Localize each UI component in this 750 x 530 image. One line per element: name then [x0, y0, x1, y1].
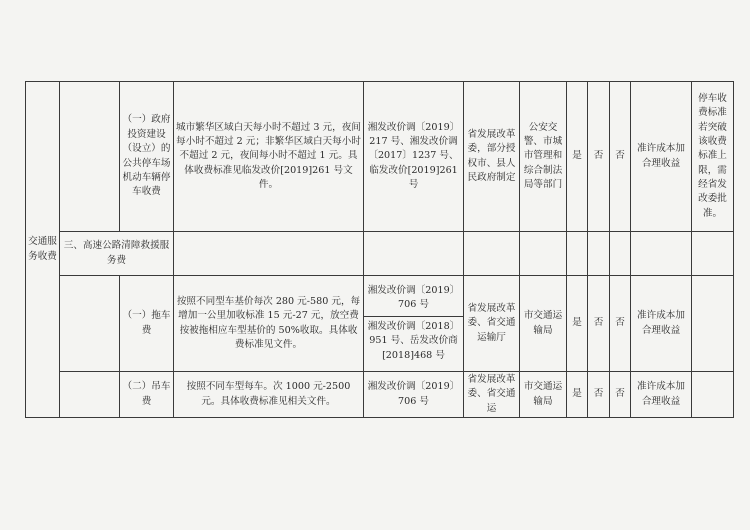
flag-cell: 否: [610, 276, 631, 372]
method-cell: 准许成本加合理收益: [631, 276, 692, 372]
table-row: [26, 372, 734, 418]
standard-cell: 按照不同车型每车。次 1000 元-2500 元。具体收费标准见相关文件。: [174, 372, 364, 418]
basis-divider: [364, 316, 463, 317]
flag-cell: 是: [567, 372, 588, 418]
standard-cell: 按照不同型车基价每次 280 元-580 元，每增加一公里加收标准 15 元-27 元，放空费按被拖相应车型基价的 50%收取。具体收费标准见文件。: [174, 276, 364, 372]
table-row: [26, 82, 734, 232]
flag-cell: 是: [567, 82, 588, 232]
flag-cell: 否: [588, 372, 610, 418]
dept-cell: 市交通运输局: [520, 372, 567, 418]
table-row: [26, 276, 734, 372]
dept-cell: 市交通运输局: [520, 276, 567, 372]
table-row: [26, 232, 734, 276]
method-cell: 准许成本加合理收益: [631, 372, 692, 418]
flag-cell: 否: [588, 276, 610, 372]
remark-cell: [692, 276, 734, 372]
basis-cell: [364, 276, 464, 372]
fee-table: [25, 81, 734, 418]
basis-cell: 湘发改价调〔2019〕217 号、湘发改价调〔2017〕1237 号、临发改价[2019]261 号: [364, 82, 464, 232]
basis-line-b: 湘发改价调〔2018〕951 号、岳发改价商[2018]468 号: [367, 320, 460, 361]
standard-cell: 城市繁华区域白天每小时不超过 3 元，夜间每小时不超过 2 元；非繁华区域白天每小时不超过 2 元，夜间每小时不超过 1 元。具体收费标准见临发改价[2019]261 号文件。: [174, 82, 364, 232]
remark-cell: 停车收费标准若突破该收费标准上限，需经省发改委批准。: [692, 82, 734, 232]
authority-cell: 省发展改革委，部分授权市、县人民政府制定: [464, 82, 520, 232]
flag-cell: 否: [588, 82, 610, 232]
flag-cell: 否: [610, 372, 631, 418]
dept-cell: 公安交警、市城市管理和综合制法局等部门: [520, 82, 567, 232]
authority-cell: 省发展改革委、省交通运输厅: [464, 276, 520, 372]
flag-cell: 是: [567, 276, 588, 372]
item-cell: （一）政府投资建设（设立）的公共停车场机动车辆停车收费: [120, 82, 174, 232]
section-header-cell: 三、高速公路清障救援服务费: [60, 232, 174, 276]
item-cell: （一）拖车费: [120, 276, 174, 372]
flag-cell: 否: [610, 82, 631, 232]
item-cell: （二）吊车费: [120, 372, 174, 418]
category-cell: 交通服务收费: [26, 82, 60, 418]
authority-cell: 省发展改革委、省交通运: [464, 372, 520, 418]
remark-cell: [692, 372, 734, 418]
sub-item-empty: [60, 372, 120, 418]
basis-cell: 湘发改价调〔2019〕706 号: [364, 372, 464, 418]
basis-line-a: 湘发改价调〔2019〕706 号: [367, 285, 460, 311]
sub-item-empty: [60, 276, 120, 372]
method-cell: 准许成本加合理收益: [631, 82, 692, 232]
sub-item-empty: [60, 82, 120, 232]
